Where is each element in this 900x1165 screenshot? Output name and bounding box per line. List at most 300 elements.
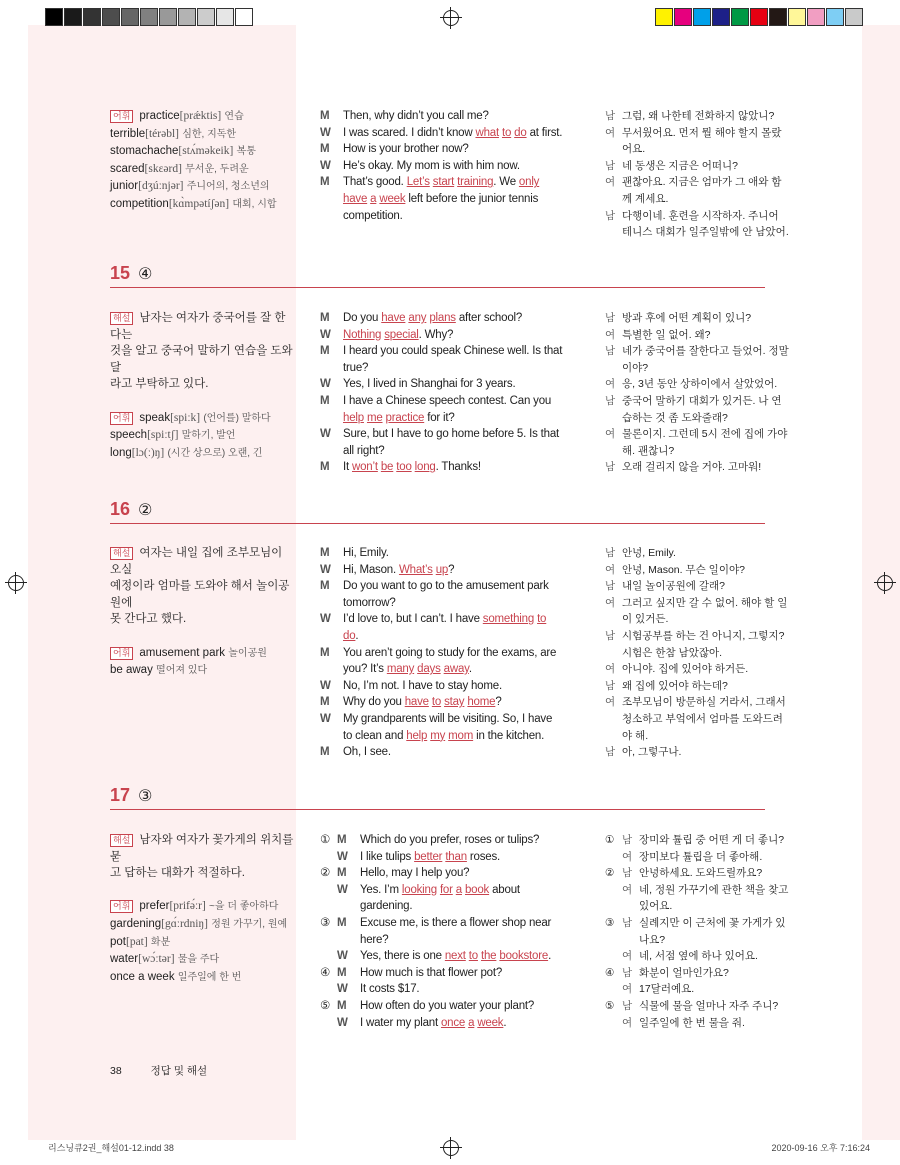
speaker-label: 여 bbox=[622, 850, 633, 863]
option-number: ① bbox=[320, 834, 331, 846]
speaker-label: 남 bbox=[622, 999, 633, 1012]
translation-text: 네, 서점 옆에 하나 있어요. bbox=[639, 950, 758, 963]
dialogue-text: No, I’m not. I have to stay home. bbox=[343, 679, 502, 692]
vocab-word: speech bbox=[110, 429, 148, 442]
option-number bbox=[605, 1015, 622, 1032]
explanation-tag: 해설 bbox=[110, 312, 133, 325]
translation-text: 17달러예요. bbox=[639, 983, 695, 996]
translation-text: 특별한 일 없어. 왜? bbox=[622, 328, 711, 341]
translation-text: 시험은 한참 남았잖아. bbox=[622, 646, 723, 659]
speaker-label: M bbox=[337, 867, 347, 880]
vocab-entry bbox=[110, 196, 294, 214]
translation-line bbox=[605, 410, 860, 427]
dialogue-text: You aren’t going to study for the exams, are bbox=[343, 646, 557, 659]
vocab-meaning: 놀이공원 bbox=[228, 647, 267, 659]
speaker-label: W bbox=[320, 126, 331, 139]
dialogue-text: It won’t be too long. Thanks! bbox=[343, 461, 481, 474]
translation-line bbox=[605, 562, 860, 579]
dialogue bbox=[320, 310, 602, 476]
translation-text: 께 계세요. bbox=[622, 192, 669, 205]
gray-swatch bbox=[159, 8, 177, 26]
speaker-label: 여 bbox=[622, 1016, 633, 1029]
vocab-word: terrible bbox=[110, 127, 146, 140]
translation bbox=[605, 832, 860, 1031]
dialogue-text: Hi, Emily. bbox=[343, 547, 389, 559]
spacer bbox=[110, 882, 294, 899]
translation-line bbox=[605, 191, 860, 208]
speaker-label: M bbox=[320, 461, 330, 474]
dialogue-line bbox=[320, 578, 602, 595]
dialogue-line bbox=[320, 1015, 602, 1032]
vocab-meaning: 떨어져 있다 bbox=[156, 665, 208, 677]
dialogue-text: Why do you have to stay home? bbox=[343, 696, 502, 709]
dialogue-text: have a week left before the junior tennis bbox=[343, 192, 539, 205]
slug-filename: 리스닝큐2권_해설01-12.indd 38 bbox=[48, 1143, 174, 1153]
dialogue-line bbox=[320, 443, 602, 460]
translation-text: 청소하고 부엌에서 엄마를 도와드려 bbox=[622, 712, 783, 725]
explanation-notes bbox=[110, 310, 294, 462]
speaker-label: M bbox=[320, 746, 330, 759]
translation-line bbox=[605, 343, 860, 360]
vocab-phonetic: [stʌ́məkeik] bbox=[178, 145, 234, 158]
translation-text: 장미보다 튤립을 더 좋아해. bbox=[639, 850, 763, 863]
option-number bbox=[605, 882, 622, 899]
explanation-notes bbox=[110, 545, 294, 680]
vocab-entry bbox=[110, 645, 294, 663]
translation-line bbox=[605, 711, 860, 728]
section-header bbox=[110, 263, 765, 288]
dialogue-text: My grandparents will be visiting. So, I have bbox=[343, 712, 553, 725]
registration-mark-icon bbox=[877, 575, 893, 591]
highlighted-word: mom bbox=[448, 729, 474, 742]
explanation-line bbox=[110, 310, 294, 343]
dialogue-line bbox=[320, 882, 602, 899]
dialogue-text: How often do you water your plant? bbox=[360, 999, 535, 1012]
explanation-notes bbox=[110, 108, 294, 214]
dialogue-line bbox=[320, 108, 602, 125]
highlighted-word: days bbox=[417, 663, 441, 676]
dialogue-line bbox=[320, 744, 602, 761]
speaker-label: 남 bbox=[622, 966, 633, 979]
color-swatch bbox=[807, 8, 825, 26]
dialogue-text: Do you want to go to the amusement park bbox=[343, 580, 549, 593]
vocab-word: prefer bbox=[139, 900, 170, 913]
highlighted-word: away bbox=[443, 663, 469, 676]
speaker-label: 남 bbox=[605, 394, 616, 407]
speaker-label: 남 bbox=[605, 209, 616, 222]
translation-line bbox=[605, 459, 860, 476]
dialogue-line bbox=[320, 898, 602, 915]
speaker-label: 남 bbox=[605, 580, 616, 593]
speaker-label: 여 bbox=[605, 563, 616, 576]
translation-text: 왜 집에 있어야 하는데? bbox=[622, 679, 728, 692]
speaker-label bbox=[605, 611, 622, 628]
option-number: ⑤ bbox=[320, 999, 331, 1012]
dialogue-line bbox=[320, 174, 602, 191]
speaker-label: M bbox=[320, 394, 330, 407]
highlighted-word: training bbox=[457, 176, 494, 189]
speaker-label bbox=[337, 932, 360, 949]
translation-text: 응, 3년 동안 상하이에서 살았었어. bbox=[622, 378, 778, 391]
speaker-label: M bbox=[337, 916, 347, 929]
dialogue-line bbox=[320, 981, 602, 998]
translation-line bbox=[605, 849, 860, 866]
dialogue-text: Yes, there is one next to the bookstore. bbox=[360, 950, 552, 963]
explanation-text: 라고 부탁하고 있다. bbox=[110, 378, 209, 391]
vocab-phonetic: [spiːk] bbox=[170, 411, 201, 424]
highlighted-word: start bbox=[432, 176, 455, 189]
dialogue-line bbox=[320, 595, 602, 612]
vocab-meaning: 말하기, 발언 bbox=[181, 430, 236, 442]
dialogue-text: Hi, Mason. What’s up? bbox=[343, 563, 455, 576]
translation-line bbox=[605, 694, 860, 711]
translation-line bbox=[605, 578, 860, 595]
speaker-label bbox=[320, 410, 343, 427]
translation-line bbox=[605, 360, 860, 377]
translation-line bbox=[605, 611, 860, 628]
registration-mark-icon bbox=[8, 575, 24, 591]
option-number: ① bbox=[605, 834, 615, 846]
vocab-meaning: 대회, 시합 bbox=[232, 198, 277, 210]
speaker-label: 여 bbox=[605, 126, 616, 139]
vocab-word: scared bbox=[110, 162, 145, 175]
vocab-meaning: 일주일에 한 번 bbox=[177, 971, 242, 983]
highlighted-word: the bbox=[480, 950, 497, 963]
color-swatch bbox=[750, 8, 768, 26]
vocab-word: once a week bbox=[110, 970, 175, 983]
highlighted-word: have bbox=[381, 312, 406, 324]
option-number bbox=[605, 849, 622, 866]
explanation-line bbox=[110, 545, 294, 578]
dialogue-text: I’d love to, but I can’t. I have something to bbox=[343, 613, 547, 626]
translation-line bbox=[605, 678, 860, 695]
highlighted-word: looking bbox=[401, 883, 437, 896]
color-swatch bbox=[845, 8, 863, 26]
highlighted-word: to bbox=[468, 950, 478, 963]
dialogue-text: Yes. I’m looking for a book about bbox=[360, 883, 520, 896]
explanation-tag: 해설 bbox=[110, 547, 133, 560]
vocab-meaning: 화분 bbox=[150, 936, 171, 948]
highlighted-word: to bbox=[431, 696, 442, 709]
speaker-label: M bbox=[320, 143, 330, 156]
highlighted-word: for bbox=[439, 883, 453, 896]
gray-swatch bbox=[140, 8, 158, 26]
translation-text: 네, 정원 가꾸기에 관한 책을 찾고 bbox=[639, 883, 789, 896]
speaker-label: M bbox=[320, 312, 330, 324]
translation-text: 다행이네. 훈련을 시작하자. 주니어 bbox=[622, 209, 779, 222]
speaker-label bbox=[320, 443, 343, 460]
vocab-meaning: 주니어의, 청소년의 bbox=[186, 181, 270, 193]
dialogue-line bbox=[320, 728, 602, 745]
dialogue-text: Oh, I see. bbox=[343, 746, 391, 759]
gray-swatch bbox=[45, 8, 63, 26]
page-footer bbox=[110, 1063, 207, 1078]
translation-line bbox=[605, 174, 860, 191]
speaker-label: 남 bbox=[605, 629, 616, 642]
vocab-word: practice bbox=[139, 110, 180, 122]
dialogue-line bbox=[320, 678, 602, 695]
translation-text: 안녕, Mason. 무슨 일이야? bbox=[622, 563, 745, 576]
vocab-entry bbox=[110, 969, 294, 987]
explanation-text: 남자와 여자가 꽃가게의 위치를 묻 bbox=[110, 834, 294, 863]
gray-swatch bbox=[235, 8, 253, 26]
speaker-label: M bbox=[320, 110, 330, 122]
dialogue-line bbox=[320, 376, 602, 393]
cmyk-color-bar bbox=[655, 8, 864, 26]
translation-text: 시험공부를 하는 건 아니지, 그렇지? bbox=[622, 629, 785, 642]
translation-line bbox=[605, 208, 860, 225]
dialogue-text: do. bbox=[343, 629, 359, 642]
explanation-line bbox=[110, 578, 294, 611]
dialogue-line bbox=[320, 310, 602, 327]
gray-swatch bbox=[102, 8, 120, 26]
speaker-label: 남 bbox=[605, 159, 616, 172]
explanation-line bbox=[110, 832, 294, 865]
explanation-line bbox=[110, 376, 294, 393]
translation-line bbox=[605, 832, 860, 849]
dialogue-line bbox=[320, 661, 602, 678]
section-header bbox=[110, 785, 765, 810]
speaker-label: M bbox=[337, 834, 347, 846]
vocab-word: pot bbox=[110, 935, 126, 948]
explanation-text: 못 간다고 했다. bbox=[110, 613, 187, 626]
vocab-meaning: ~을 더 좋아하다 bbox=[209, 901, 279, 913]
footer-label: 정답 및 해설 bbox=[150, 1065, 208, 1077]
dialogue-line bbox=[320, 562, 602, 579]
translation-text: 그러고 싶지만 갈 수 없어. 해야 할 일 bbox=[622, 596, 788, 609]
highlighted-word: bookstore bbox=[499, 950, 549, 963]
dialogue-text: true? bbox=[343, 361, 369, 374]
translation-line bbox=[605, 310, 860, 327]
speaker-label: M bbox=[320, 345, 330, 358]
speaker-label bbox=[605, 728, 622, 745]
dialogue-text: Hello, may I help you? bbox=[360, 867, 470, 880]
dialogue-line bbox=[320, 611, 602, 628]
explanation-notes bbox=[110, 832, 294, 986]
highlighted-word: better bbox=[414, 850, 443, 863]
speaker-label: W bbox=[337, 883, 348, 896]
translation-line bbox=[605, 595, 860, 612]
vocab-entry bbox=[110, 108, 294, 126]
speaker-label: 여 bbox=[605, 596, 616, 609]
translation bbox=[605, 108, 860, 241]
translation-text: 있어요. bbox=[639, 900, 673, 913]
vocabulary-tag: 어휘 bbox=[110, 110, 133, 123]
dialogue-line bbox=[320, 849, 602, 866]
speaker-label: W bbox=[337, 850, 348, 863]
dialogue-text: gardening. bbox=[360, 900, 413, 913]
question-number: 16 bbox=[110, 499, 131, 519]
speaker-label bbox=[605, 360, 622, 377]
translation-line bbox=[605, 948, 860, 965]
translation-text: 야 해. bbox=[622, 729, 649, 742]
dialogue-line bbox=[320, 426, 602, 443]
translation-text: 안녕, Emily. bbox=[622, 547, 676, 559]
speaker-label: 남 bbox=[622, 916, 633, 929]
highlighted-word: do bbox=[514, 126, 527, 139]
answer-choice: ③ bbox=[138, 788, 153, 805]
speaker-label: 여 bbox=[622, 883, 633, 896]
speaker-label: W bbox=[320, 328, 331, 341]
dialogue-line bbox=[320, 191, 602, 208]
explanation-text: 것을 알고 중국어 말하기 연습을 도와 달 bbox=[110, 345, 293, 374]
highlighted-word: plans bbox=[429, 312, 456, 324]
option-number bbox=[320, 948, 337, 965]
speaker-label: W bbox=[320, 679, 331, 692]
translation-line bbox=[605, 393, 860, 410]
speaker-label bbox=[605, 443, 622, 460]
translation-line bbox=[605, 158, 860, 175]
translation-line bbox=[605, 545, 860, 562]
option-number bbox=[605, 932, 622, 949]
spacer bbox=[110, 393, 294, 410]
speaker-label: W bbox=[320, 378, 331, 391]
dialogue-text: here? bbox=[360, 933, 389, 946]
speaker-label: 남 bbox=[605, 345, 616, 358]
speaker-label: 남 bbox=[605, 746, 616, 759]
highlighted-word: be bbox=[380, 461, 394, 474]
option-number bbox=[320, 932, 337, 949]
speaker-label: M bbox=[320, 646, 330, 659]
translation-text: 물론이지. 그런데 5시 전에 집에 가야 bbox=[622, 428, 788, 441]
translation-line bbox=[605, 645, 860, 662]
translation-text: 실례지만 이 근처에 꽃 가게가 있 bbox=[639, 916, 786, 929]
translation-text: 해. 괜찮니? bbox=[622, 444, 675, 457]
option-number: ② bbox=[605, 867, 615, 880]
answer-choice: ② bbox=[138, 502, 153, 519]
highlighted-word: do bbox=[343, 629, 356, 642]
dialogue bbox=[320, 545, 602, 761]
speaker-label: W bbox=[320, 428, 331, 441]
vocab-entry bbox=[110, 934, 294, 952]
vocab-entry bbox=[110, 916, 294, 934]
dialogue-text: Which do you prefer, roses or tulips? bbox=[360, 834, 540, 846]
gray-swatch bbox=[178, 8, 196, 26]
highlighted-word: week bbox=[379, 192, 406, 205]
color-swatch bbox=[731, 8, 749, 26]
translation-text: 아니야. 집에 있어야 하거든. bbox=[622, 663, 749, 676]
dialogue-text: Excuse me, is there a flower shop near bbox=[360, 916, 552, 929]
vocab-entry bbox=[110, 951, 294, 969]
speaker-label: W bbox=[337, 983, 348, 996]
highlighted-word: me bbox=[366, 411, 383, 424]
option-number: ③ bbox=[605, 916, 615, 929]
vocabulary-tag: 어휘 bbox=[110, 647, 133, 660]
option-number bbox=[320, 849, 337, 866]
speaker-label bbox=[320, 208, 343, 225]
vocab-word: amusement park bbox=[139, 646, 226, 659]
speaker-label: 여 bbox=[605, 663, 616, 676]
translation-line bbox=[605, 998, 860, 1015]
question-number: 17 bbox=[110, 785, 131, 805]
speaker-label: 여 bbox=[622, 950, 633, 963]
vocab-entry bbox=[110, 445, 294, 463]
highlighted-word: up bbox=[435, 563, 449, 576]
vocab-word: speak bbox=[139, 411, 171, 424]
dialogue-text: How is your brother now? bbox=[343, 143, 469, 156]
answer-choice: ④ bbox=[138, 266, 153, 283]
translation-line bbox=[605, 932, 860, 949]
translation-text: 오래 걸리지 않을 거야. 고마워! bbox=[622, 461, 762, 474]
translation-text: 화분이 얼마인가요? bbox=[639, 966, 729, 979]
speaker-label: 여 bbox=[605, 176, 616, 189]
translation-text: 습하는 것 좀 도와줄래? bbox=[622, 411, 728, 424]
highlighted-word: my bbox=[430, 729, 446, 742]
translation-text: 어요. bbox=[622, 143, 646, 156]
vocab-word: water bbox=[110, 953, 139, 966]
color-swatch bbox=[769, 8, 787, 26]
dialogue-line bbox=[320, 208, 602, 225]
option-number: ② bbox=[320, 867, 331, 880]
dialogue-line bbox=[320, 948, 602, 965]
dialogue-line bbox=[320, 832, 602, 849]
vocab-word: gardening bbox=[110, 917, 162, 930]
explanation-text: 고 답하는 대화가 적절하다. bbox=[110, 867, 245, 880]
dialogue-line bbox=[320, 865, 602, 882]
dialogue-text: Do you have any plans after school? bbox=[343, 312, 523, 324]
color-swatch bbox=[826, 8, 844, 26]
translation-line bbox=[605, 915, 860, 932]
translation bbox=[605, 545, 860, 761]
speaker-label: 여 bbox=[605, 696, 616, 709]
translation-line bbox=[605, 882, 860, 899]
speaker-label bbox=[605, 191, 622, 208]
dialogue-line bbox=[320, 545, 602, 562]
highlighted-word: Nothing bbox=[343, 328, 382, 341]
speaker-label: W bbox=[320, 712, 331, 725]
translation-line bbox=[605, 965, 860, 982]
dialogue bbox=[320, 832, 602, 1031]
option-number: ④ bbox=[605, 966, 615, 979]
dialogue-text: Then, why didn’t you call me? bbox=[343, 110, 489, 122]
dialogue-line bbox=[320, 998, 602, 1015]
dialogue-text: Sure, but I have to go home before 5. Is that bbox=[343, 428, 560, 441]
dialogue-text: help me practice for it? bbox=[343, 411, 455, 424]
translation-line bbox=[605, 376, 860, 393]
speaker-label bbox=[605, 711, 622, 728]
option-number: ③ bbox=[320, 916, 331, 929]
speaker-label: 남 bbox=[605, 461, 616, 474]
explanation-line bbox=[110, 865, 294, 882]
vocab-meaning: 정원 가꾸기, 원예 bbox=[211, 918, 288, 930]
dialogue-line bbox=[320, 141, 602, 158]
translation-line bbox=[605, 125, 860, 142]
dialogue-text: you? It’s many days away. bbox=[343, 663, 472, 676]
option-number bbox=[605, 981, 622, 998]
translation-text: 식물에 물을 얼마나 자주 주니? bbox=[639, 999, 779, 1012]
translation-line bbox=[605, 898, 860, 915]
speaker-label bbox=[605, 410, 622, 427]
speaker-label bbox=[320, 360, 343, 377]
translation-line bbox=[605, 327, 860, 344]
highlighted-word: only bbox=[518, 176, 540, 189]
option-number bbox=[605, 898, 622, 915]
translation-text: 아, 그렇구나. bbox=[622, 746, 682, 759]
vocab-entry bbox=[110, 126, 294, 144]
dialogue-text: competition. bbox=[343, 209, 403, 222]
registration-mark-icon bbox=[443, 1140, 459, 1156]
translation bbox=[605, 310, 860, 476]
explanation-line bbox=[110, 611, 294, 628]
speaker-label bbox=[320, 191, 343, 208]
option-number: ⑤ bbox=[605, 999, 615, 1012]
highlighted-word: long bbox=[414, 461, 436, 474]
explanation-line bbox=[110, 343, 294, 376]
speaker-label: M bbox=[320, 547, 330, 559]
translation-text: 테니스 대회가 일주일밖에 안 남았어. bbox=[622, 226, 789, 239]
highlighted-word: something bbox=[482, 613, 535, 626]
translation-line bbox=[605, 141, 860, 158]
